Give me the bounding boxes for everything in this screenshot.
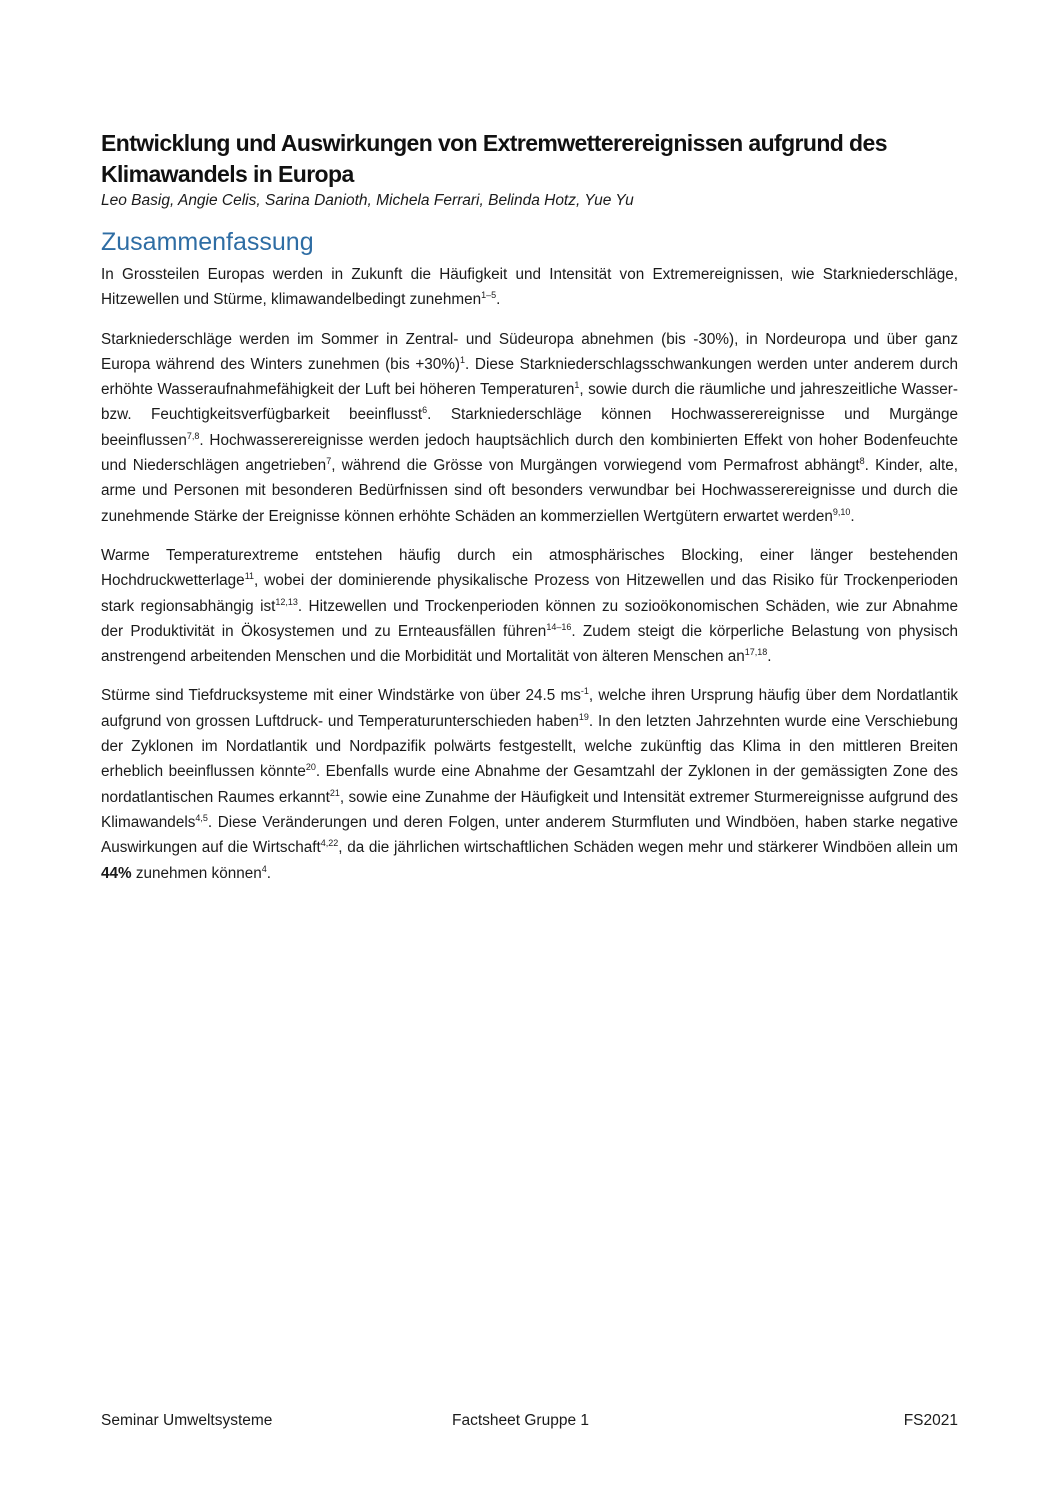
- paragraph-text: Warme Temperaturextreme entstehen häufig durch ein atmosphärisches Blocking, einer länger bestehenden Hochdruckwetterlage: [101, 546, 958, 590]
- citation-reference: 12,13: [275, 596, 298, 607]
- paragraph-text: .: [496, 291, 501, 309]
- section-heading: Zusammenfassung: [101, 228, 314, 256]
- citation-reference: 20: [305, 762, 316, 773]
- footer-course: Seminar Umweltsysteme: [101, 1412, 273, 1429]
- paragraph-text: In Grossteilen Europas werden in Zukunft die Häufigkeit und Intensität von Extremereignissen, wie Starkniederschläge, Hitzewellen und Stürme, klimawandelbedingt zunehmen: [101, 266, 958, 309]
- citation-reference: 6: [422, 405, 428, 416]
- paragraph-text: . Starkniederschläge können Hochwasserereignisse und Murgänge beeinflussen: [101, 406, 958, 449]
- paragraph-text: . In den letzten Jahrzehnten wurde eine Verschiebung der Zyklonen im Nordatlantik und Nordpazifik polwärts festgestellt, welche zukünftig das Klima in den mittleren Breiten erheblich beeinflussen könnte: [101, 712, 958, 781]
- citation-reference: 1–5: [481, 290, 497, 301]
- citation-reference: 14–16: [546, 621, 572, 632]
- paragraph-text: .: [850, 507, 855, 525]
- paragraph-text: , während die Grösse von Murgängen vorwiegend vom Permafrost abhängt: [331, 457, 860, 475]
- citation-reference: 1: [574, 380, 580, 391]
- citation-reference: 1: [460, 354, 466, 365]
- paragraph-text: Stürme sind Tiefdrucksysteme mit einer Windstärke von über 24.5 ms: [101, 687, 581, 705]
- paragraph-text: .: [767, 648, 772, 666]
- paragraph-text: , sowie eine Zunahme der Häufigkeit und Intensität extremer Sturmereignisse aufgrund des Klimawandels: [101, 788, 958, 831]
- citation-reference: 11: [244, 571, 255, 582]
- citation-reference: 17,18: [744, 647, 768, 658]
- paragraph-text: , wobei der dominierende physikalische Prozess von Hitzewellen und das Risiko für Trockenperioden stark regionsabhängig ist: [101, 572, 958, 615]
- paragraph-text: Starkniederschläge werden im Sommer in Zentral- und Südeuropa abnehmen (bis -30%), in Nordeuropa und über ganz Europa während des Winters zunehmen (bis +30%): [101, 330, 958, 373]
- summary-paragraph: [101, 327, 958, 529]
- citation-reference: 4: [261, 863, 267, 874]
- paragraph-text: . Kinder, alte, arme und Personen mit besonderen Bedürfnissen sind oft besonders verwundbar bei Hochwasserereignisse und durch die zunehmende Stärke der Ereignisse können erhöhte Schäden an kommerziellen Wertgütern erwartet werden: [101, 457, 958, 525]
- citation-reference: 4,5: [195, 812, 208, 823]
- citation-reference: 7,8: [186, 430, 200, 441]
- author-list: Leo Basig, Angie Celis, Sarina Danioth, Michela Ferrari, Belinda Hotz, Yue Yu: [101, 192, 634, 209]
- citation-reference: 21: [329, 787, 340, 798]
- page-footer: [101, 1412, 958, 1436]
- citation-reference: 4,22: [320, 838, 339, 849]
- paragraph-text: . Diese Starkniederschlagsschwankungen werden unter anderem durch erhöhte Wasseraufnahmefähigkeit der Luft bei höheren Temperaturen: [101, 355, 958, 399]
- paragraph-text: . Hitzewellen und Trockenperioden können zu sozioökonomischen Schäden, wie zur Abnahme der Produktivität in Ökosystemen und zu Ernteausfällen führen: [101, 597, 958, 640]
- footer-semester: FS2021: [903, 1412, 958, 1429]
- document-title: Entwicklung und Auswirkungen von Extremwetterereignissen aufgrund des Klimawandels in Europa: [101, 130, 887, 187]
- summary-paragraph: [101, 543, 958, 669]
- summary-paragraph: [101, 262, 958, 313]
- citation-reference: 9,10: [832, 506, 851, 517]
- citation-reference: 19: [578, 711, 589, 722]
- paragraph-text: . Diese Veränderungen und deren Folgen, unter anderem Sturmfluten und Windböen, haben starke negative Auswirkungen auf die Wirtschaft: [101, 813, 958, 857]
- document-page: [101, 128, 958, 900]
- paragraph-text: zunehmen können: [131, 864, 262, 882]
- paragraph-text: . Ebenfalls wurde eine Abnahme der Gesamtzahl der Zyklonen in der gemässigten Zone des nordatlantischen Raumes erkannt: [101, 763, 958, 806]
- footer-document-type: Factsheet Gruppe 1: [452, 1412, 589, 1429]
- citation-reference: 8: [859, 455, 865, 466]
- emphasized-value: 44%: [101, 864, 132, 882]
- paragraph-text: . Zudem steigt die körperliche Belastung von physisch anstrengend arbeitenden Menschen und die Morbidität und Mortalität von älteren Menschen an: [101, 622, 958, 666]
- citation-reference: 7: [326, 455, 332, 466]
- summary-body: [101, 262, 958, 886]
- paragraph-text: . Hochwasserereignisse werden jedoch hauptsächlich durch den kombinierten Effekt von hoher Bodenfeuchte und Niederschlägen angetrieben: [101, 431, 958, 475]
- paragraph-text: , da die jährlichen wirtschaftlichen Schäden wegen mehr und stärkerer Windböen allein um: [338, 839, 958, 857]
- paragraph-text: .: [266, 864, 272, 882]
- paragraph-text: , welche ihren Ursprung häufig über dem Nordatlantik aufgrund von grossen Luftdruck- und Temperaturunterschieden haben: [101, 687, 959, 730]
- paragraph-text: , sowie durch die räumliche und jahreszeitliche Wasser- bzw. Feuchtigkeitsverfügbarkeit beeinflusst: [101, 381, 958, 424]
- citation-reference: -1: [580, 686, 589, 697]
- summary-paragraph: [101, 683, 958, 885]
